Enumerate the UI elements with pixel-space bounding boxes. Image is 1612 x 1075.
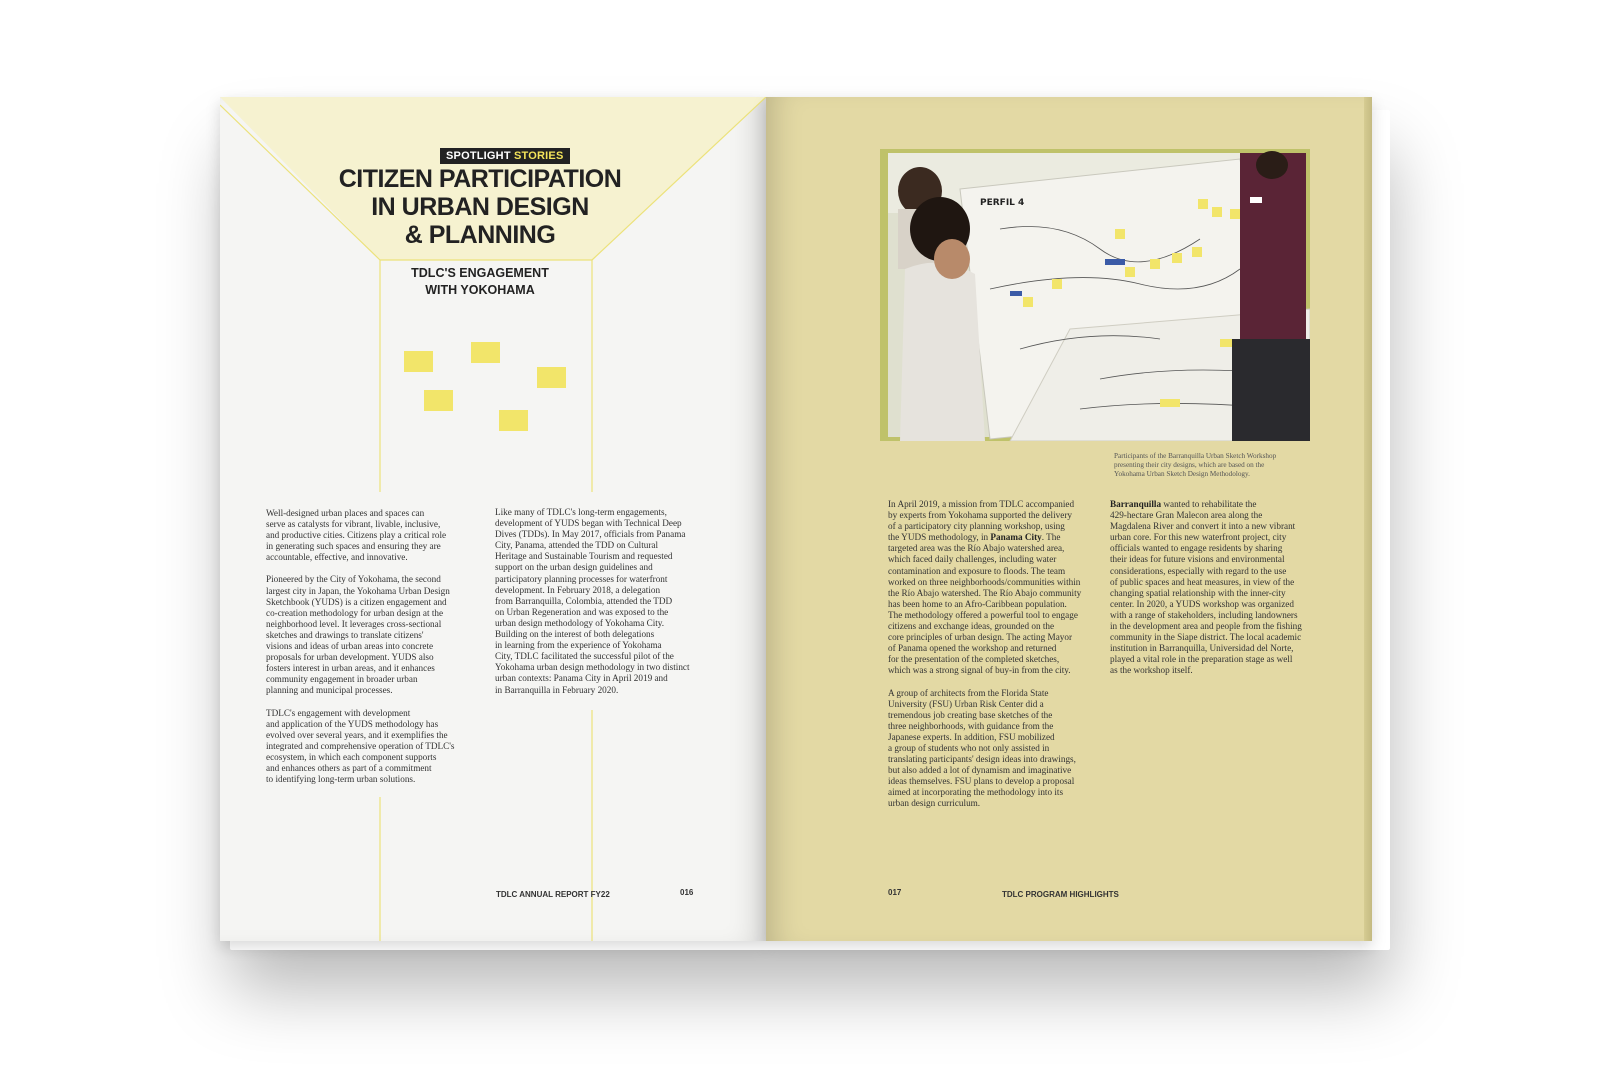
workshop-photo-illustration xyxy=(880,149,1310,441)
body-column-1 xyxy=(266,508,481,796)
text-line: for the presentation of the completed sketches, xyxy=(888,654,1060,665)
text-line: urban contexts: Panama City in April 2019 and xyxy=(495,673,668,684)
text-line: neighborhood level. It leverages cross-sectional xyxy=(266,618,442,629)
text-line: in generating such spaces and ensuring they are xyxy=(266,541,441,552)
text-line: support on the urban design guidelines and xyxy=(495,562,653,573)
text-line: Well-designed urban places and spaces can xyxy=(266,508,425,518)
text-line: sketches and drawings to translate citizens' xyxy=(266,629,424,640)
text-line: in Barranquilla in February 2020. xyxy=(495,684,619,695)
text-line: City, TDLC facilitated the successful pilot of the xyxy=(495,651,674,662)
text-line: development of YUDS began with Technical Deep xyxy=(495,518,682,529)
text-line: changing spatial relationship with the inner-city xyxy=(1110,587,1286,598)
text-line: tremendous job creating base sketches of the xyxy=(888,709,1053,720)
paragraph xyxy=(888,688,1103,810)
text-line: of a participatory city planning workshop, using xyxy=(888,521,1065,532)
text-line: by experts from Yokohama supported the delivery xyxy=(888,510,1072,521)
text-line: worked on three neighborhoods/communities within xyxy=(888,576,1081,587)
text-line: aimed at incorporating the methodology into its xyxy=(888,787,1064,798)
paragraph xyxy=(1110,499,1325,677)
text-line: Heritage and Sustainable Tourism and requested xyxy=(495,551,673,562)
badge-highlight: STORIES xyxy=(514,150,564,162)
text-line: played a vital role in the preparation stage as well xyxy=(1110,654,1293,665)
text-fragment: the YUDS methodology, in xyxy=(888,532,991,543)
text-line: officials wanted to engage residents by sharing xyxy=(1110,543,1283,554)
sticky-note xyxy=(499,410,528,431)
text-line: community engagement in broader urban xyxy=(266,674,418,685)
text-line: their ideas for future visions and environmental xyxy=(1110,554,1285,565)
text-line: Japanese experts. In addition, FSU mobilized xyxy=(888,731,1055,742)
photo-caption xyxy=(1114,452,1314,479)
text-line: In April 2019, a mission from TDLC accompanied xyxy=(888,499,1075,509)
text-line: considerations, especially with regard to the use xyxy=(1110,565,1287,576)
text-fragment: . The xyxy=(1041,532,1061,543)
text-line: ecosystem, in which each component supports xyxy=(266,751,437,762)
text-line: Building on the interest of both delegations xyxy=(495,629,655,640)
text-line: three neighborhoods, with guidance from the xyxy=(888,720,1054,731)
bold-place-name: Barranquilla xyxy=(1110,499,1162,509)
text-line: and productive cities. Citizens play a critical role xyxy=(266,530,447,541)
paragraph xyxy=(266,708,481,786)
paragraph xyxy=(266,508,481,563)
text-line: urban design curriculum. xyxy=(888,798,981,809)
footer-title: TDLC PROGRAM HIGHLIGHTS xyxy=(1002,890,1119,899)
text-line: TDLC's engagement with development xyxy=(266,707,411,718)
caption-line: presenting their city designs, which are based on the xyxy=(1114,461,1265,469)
text-line: in learning from the experience of Yokohama xyxy=(495,640,662,651)
text-line: contamination and exposure to floods. The team xyxy=(888,565,1066,576)
text-line: but also added a lot of dynamism and imaginative xyxy=(888,765,1072,776)
text-line: City, Panama, attended the TDD on Cultural xyxy=(495,540,659,551)
footer-title: TDLC ANNUAL REPORT FY22 xyxy=(496,890,610,899)
paragraph xyxy=(495,507,720,696)
text-line: largest city in Japan, the Yokohama Urban Design xyxy=(266,585,450,596)
body-column-2 xyxy=(495,507,720,707)
text-line: co-creation methodology for urban design at the xyxy=(266,607,444,618)
title-line: CITIZEN PARTICIPATION xyxy=(338,165,622,193)
text-line: A group of architects from the Florida State xyxy=(888,687,1049,698)
text-line: translating participants' design ideas into drawings, xyxy=(888,754,1076,765)
text-line: The methodology offered a powerful tool to engage xyxy=(888,609,1078,620)
text-line: fosters interest in urban areas, and it enhances xyxy=(266,663,435,674)
sticky-note xyxy=(424,390,453,411)
title-line: IN URBAN DESIGN xyxy=(371,193,589,221)
paragraph xyxy=(888,499,1103,677)
text-line: accountable, effective, and innovative. xyxy=(266,552,408,563)
text-line: in the development area and people from the fishing xyxy=(1110,621,1302,632)
text-line: ideas themselves. FSU plans to develop a proposal xyxy=(888,776,1075,787)
page-number: 016 xyxy=(680,888,694,897)
subtitle-line: WITH YOKOHAMA xyxy=(425,283,535,297)
text-line: Pioneered by the City of Yokohama, the second xyxy=(266,574,441,585)
text-line: with a range of stakeholders, including landowners xyxy=(1110,609,1298,620)
text-line: urban core. For this new waterfront project, city xyxy=(1110,532,1287,543)
text-line: Magdalena River and convert it into a new vibrant xyxy=(1110,521,1296,532)
text-line: Dives (TDDs). In May 2017, officials from Panama xyxy=(495,529,686,540)
text-line: center. In 2020, a YUDS workshop was organized xyxy=(1110,598,1294,609)
badge-text: SPOTLIGHT xyxy=(446,150,511,162)
text-line: to identifying long-term urban solutions. xyxy=(266,774,416,785)
text-line: participatory planning processes for waterfront xyxy=(495,573,668,584)
text-line: from Barranquilla, Colombia, attended the TDD xyxy=(495,595,673,606)
sticky-note xyxy=(404,351,433,372)
text-fragment: wanted to rehabilitate the xyxy=(1163,499,1257,509)
perfil-label: PERFIL 4 xyxy=(980,198,1025,208)
bold-place-name: Panama City xyxy=(990,532,1042,543)
text-line: evolved over several years, and it exemplifies the xyxy=(266,729,448,740)
caption-line: Yokohama Urban Sketch Design Methodology. xyxy=(1114,470,1250,478)
left-page xyxy=(220,97,766,941)
text-line: on Urban Regeneration and was exposed to the xyxy=(495,606,669,617)
text-line: 429-hectare Gran Malecon area along the xyxy=(1110,510,1263,521)
text-line: core principles of urban design. The acting Mayor xyxy=(888,632,1073,643)
text-line: institution in Barranquilla, Universidad del Norte, xyxy=(1110,643,1294,654)
text-line: Yokohama urban design methodology in two distinct xyxy=(495,662,690,673)
text-line xyxy=(1110,499,1325,510)
subtitle-line: TDLC'S ENGAGEMENT xyxy=(411,266,549,280)
body-column-3 xyxy=(888,499,1103,821)
text-line: and enhances others as part of a commitment xyxy=(266,762,432,773)
text-line: integrated and comprehensive operation of TDLC's xyxy=(266,740,455,751)
sticky-note xyxy=(471,342,500,363)
workshop-photo xyxy=(880,149,1310,441)
body-column-4 xyxy=(1110,499,1325,688)
text-line: visions and ideas of urban areas into concrete xyxy=(266,641,434,652)
text-line: University (FSU) Urban Risk Center did a xyxy=(888,698,1044,709)
text-line: of Panama opened the workshop and returned xyxy=(888,643,1057,654)
text-line: community in the Siape district. The local academic xyxy=(1110,632,1302,643)
text-line: which was a strong signal of buy-in from the city. xyxy=(888,665,1071,676)
text-line: has been home to an Afro-Caribbean population. xyxy=(888,598,1067,609)
text-line: a group of students who not only assisted in xyxy=(888,742,1050,753)
text-line: which faced daily challenges, including water xyxy=(888,554,1057,565)
text-line: as the workshop itself. xyxy=(1110,665,1193,676)
spotlight-badge xyxy=(440,148,570,164)
text-line: urban design methodology of Yokohama City. xyxy=(495,617,665,628)
right-page xyxy=(766,97,1372,941)
text-line: the Río Abajo watershed. The Río Abajo community xyxy=(888,587,1082,598)
text-line: serve as catalysts for vibrant, livable, inclusive, xyxy=(266,519,441,530)
text-line: of public spaces and heat measures, in view of the xyxy=(1110,576,1295,587)
text-line: development. In February 2018, a delegation xyxy=(495,584,661,595)
text-line: planning and municipal processes. xyxy=(266,685,393,696)
text-line xyxy=(888,532,1103,543)
paragraph xyxy=(266,574,481,696)
text-line: and application of the YUDS methodology has xyxy=(266,718,439,729)
text-line: targeted area was the Río Abajo watershed area, xyxy=(888,543,1065,554)
page-number: 017 xyxy=(888,888,902,897)
text-line: Like many of TDLC's long-term engagements, xyxy=(495,507,667,517)
page-title xyxy=(310,165,650,249)
title-line: & PLANNING xyxy=(404,221,556,249)
caption-line: Participants of the Barranquilla Urban Sketch Workshop xyxy=(1114,452,1277,460)
text-line: citizens and exchange ideas, grounded on the xyxy=(888,621,1055,632)
text-line: proposals for urban development. YUDS also xyxy=(266,652,434,663)
text-line: Sketchbook (YUDS) is a citizen engagement and xyxy=(266,596,447,607)
page-subtitle xyxy=(400,265,560,299)
sticky-note xyxy=(537,367,566,388)
